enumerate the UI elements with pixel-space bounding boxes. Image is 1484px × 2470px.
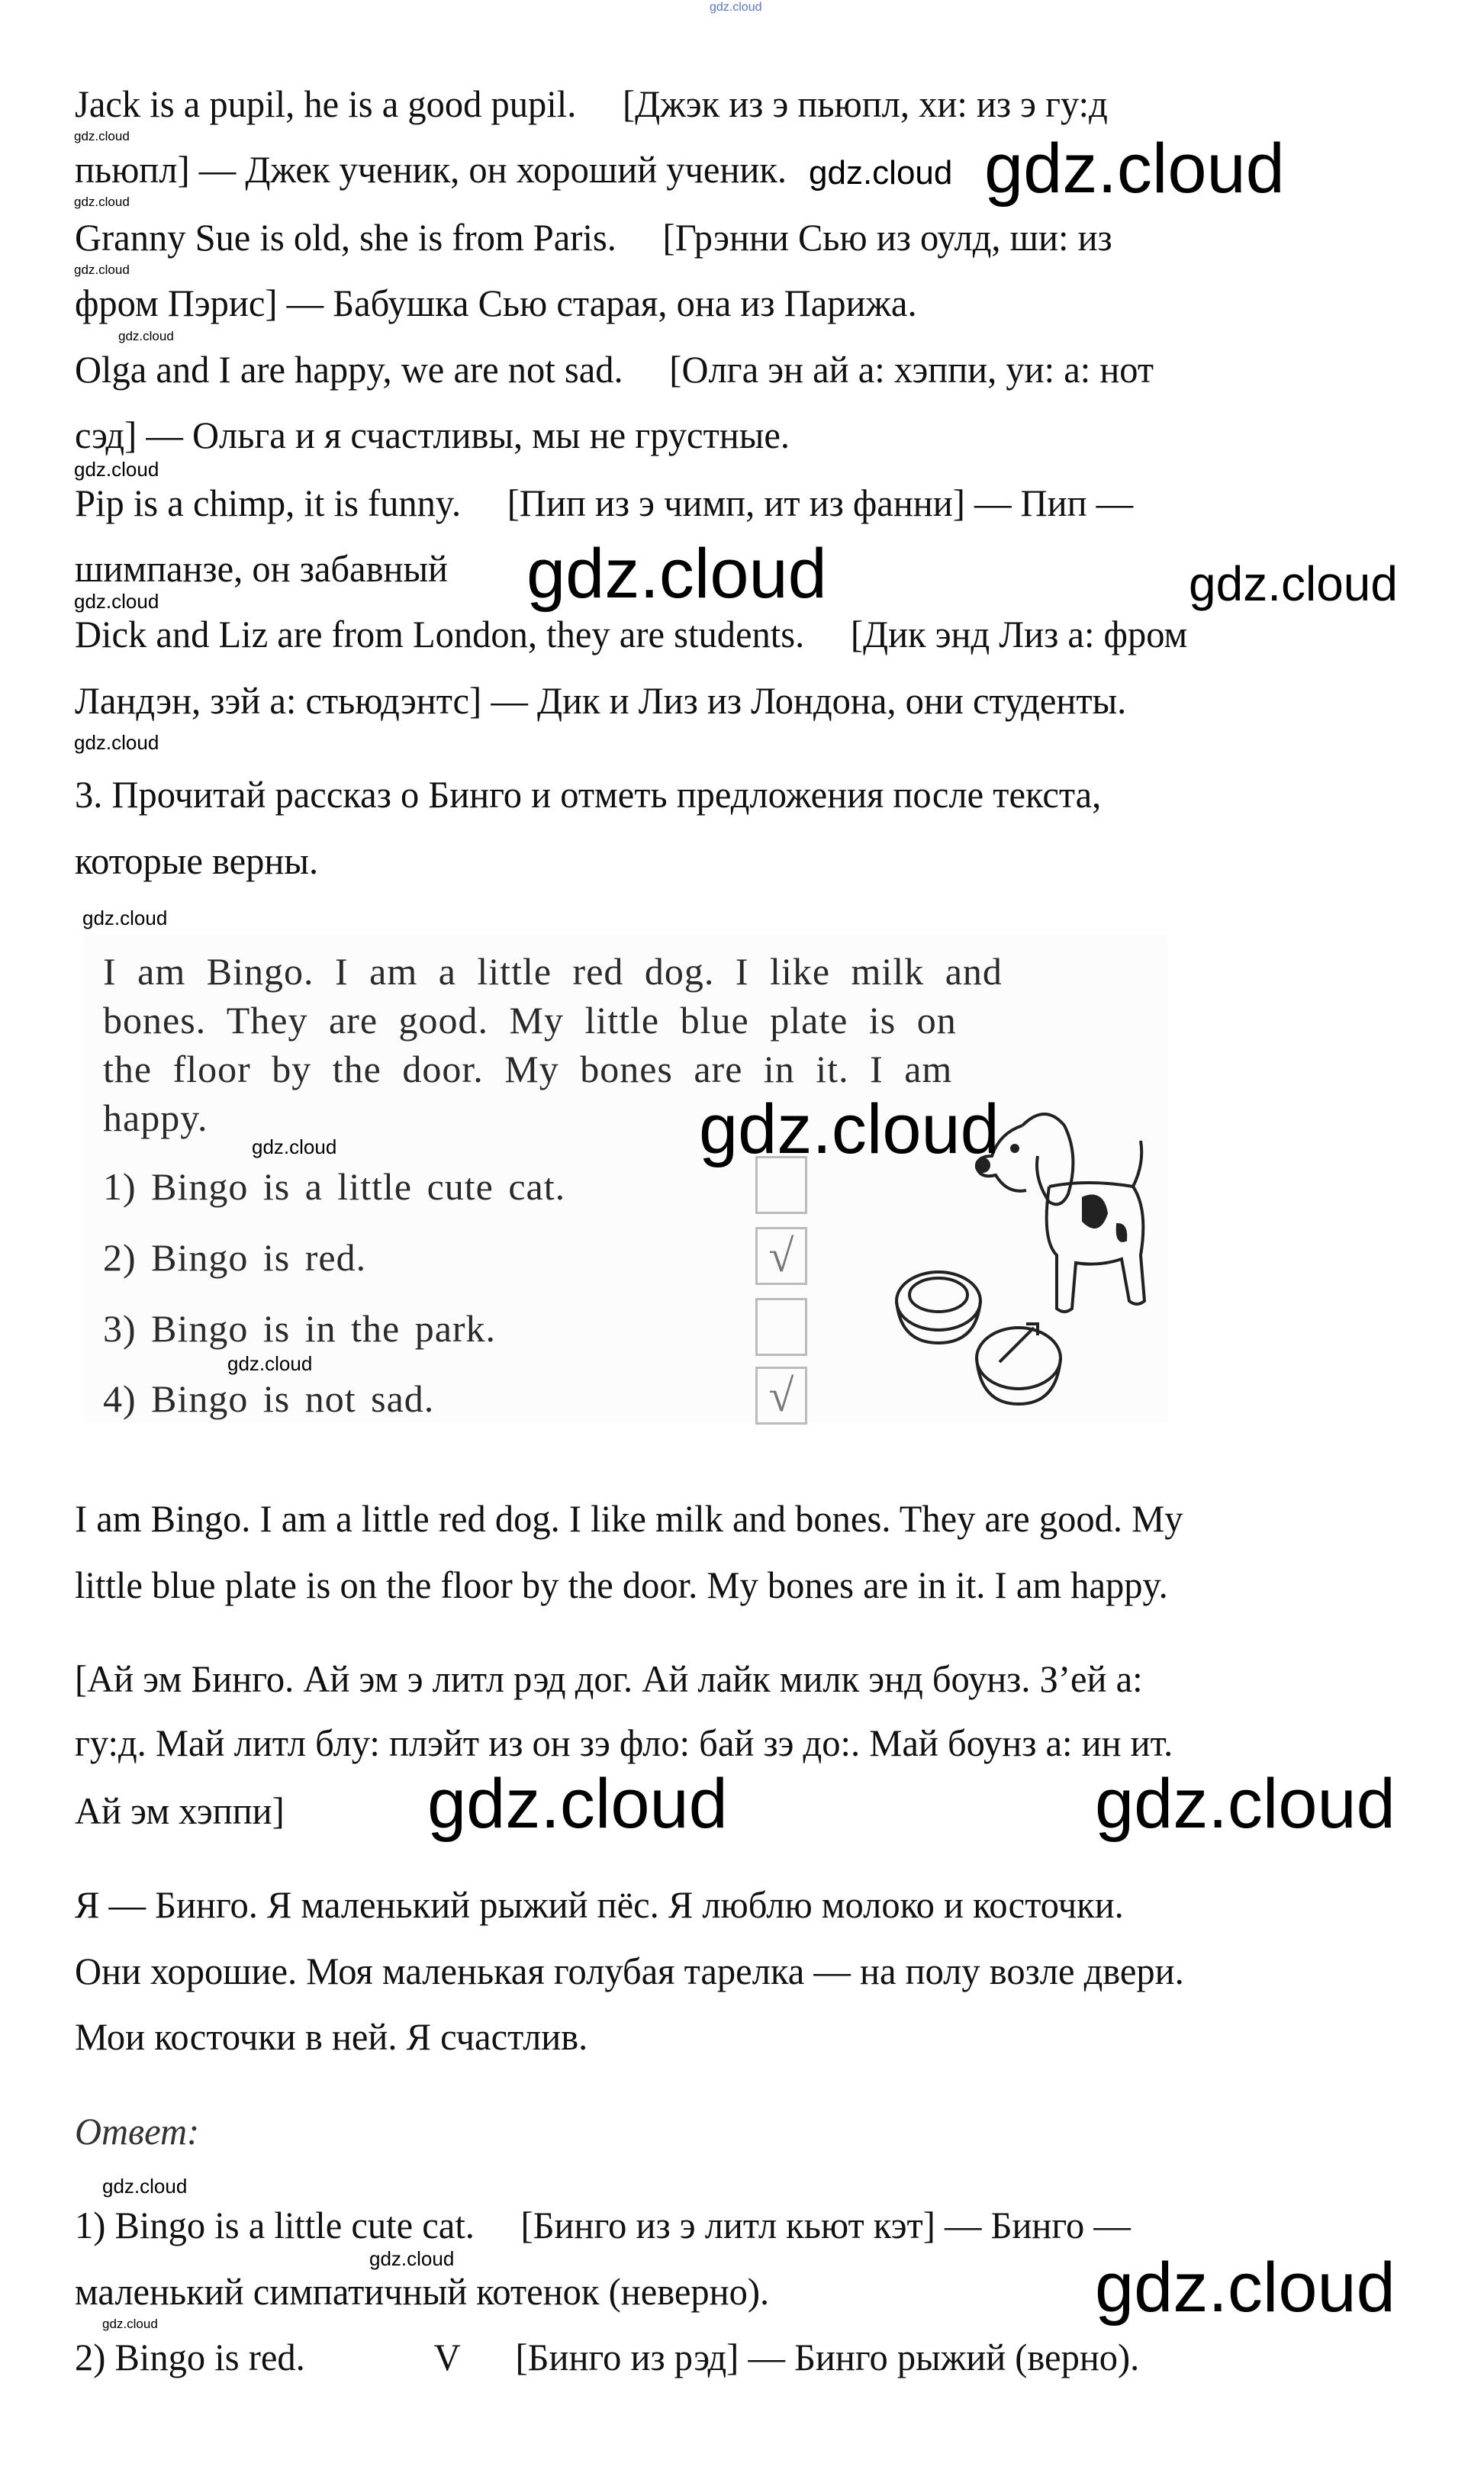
statement: 1) Bingo is a little cute cat. bbox=[103, 1165, 566, 1208]
checkbox-checked: √ bbox=[755, 1367, 807, 1425]
scan-story-line: the floor by the door. My bones are in it. I am bbox=[103, 1048, 953, 1090]
statement: 4) Bingo is not sad. bbox=[103, 1377, 435, 1420]
watermark: gdz.cloud bbox=[1095, 1765, 1395, 1843]
sentence-line: фром Пэрис] — Бабушка Сью старая, она из Парижа. bbox=[75, 282, 917, 324]
story-line: I am Bingo. I am a little red dog. I like milk and bones. They are good. My bbox=[75, 1497, 1183, 1540]
watermark: gdz.cloud bbox=[82, 907, 168, 929]
watermark: gdz.cloud bbox=[74, 262, 130, 277]
story-line: little blue plate is on the floor by the door. My bones are in it. I am happy. bbox=[75, 1563, 1168, 1606]
sentence-line: Dick and Liz are from London, they are students. [Дик энд Лиз а: фром bbox=[75, 613, 1188, 655]
textbook-scan bbox=[84, 935, 1167, 1423]
watermark: gdz.cloud bbox=[74, 195, 130, 209]
watermark: gdz.cloud bbox=[984, 130, 1285, 208]
watermark: gdz.cloud bbox=[1189, 556, 1398, 611]
sentence-line: шимпанзе, он забавный bbox=[75, 547, 448, 590]
task-heading: 3. Прочитай рассказ о Бинго и отметь предложения после текста, bbox=[75, 773, 1102, 816]
sentence-line: Pip is a chimp, it is funny. [Пип из э чимп, ит из фанни] — Пип — bbox=[75, 481, 1134, 524]
watermark: gdz.cloud bbox=[809, 154, 953, 192]
watermark: gdz.cloud bbox=[74, 458, 159, 481]
sentence-line: сэд] — Ольга и я счастливы, мы не грустные. bbox=[75, 414, 790, 456]
sentence-line: Ландэн, зэй а: стьюдэнтс] — Дик и Лиз из Лондона, они студенты. bbox=[75, 679, 1127, 722]
answer-line: 2) Bingo is red. V [Бинго из рэд] — Бинго рыжий (верно). bbox=[75, 2336, 1140, 2378]
food-bowl-icon bbox=[897, 1272, 980, 1343]
scan-story-line: happy. bbox=[103, 1097, 208, 1139]
translation-line: Мои косточки в ней. Я счастлив. bbox=[75, 2015, 588, 2058]
translation-line: Они хорошие. Моя маленькая голубая тарелка — на полу возле двери. bbox=[75, 1950, 1184, 1992]
watermark: gdz.cloud bbox=[102, 2175, 188, 2198]
bone-bowl-icon bbox=[977, 1324, 1061, 1404]
answer-label: Ответ: bbox=[75, 2110, 200, 2153]
transcription-line: Ай эм хэппи] bbox=[75, 1789, 285, 1832]
statement: 3) Bingo is in the park. bbox=[103, 1307, 497, 1350]
sentence-line: Granny Sue is old, she is from Paris. [Грэнни Сью из оулд, ши: из bbox=[75, 216, 1112, 259]
watermark: gdz.cloud bbox=[74, 590, 159, 613]
watermark: gdz.cloud bbox=[102, 2317, 158, 2331]
watermark: gdz.cloud bbox=[74, 129, 130, 143]
statement: 2) Bingo is red. bbox=[103, 1236, 367, 1279]
sentence-line: Jack is a pupil, he is a good pupil. [Джэк из э пьюпл, хи: из э гу:д bbox=[75, 82, 1108, 125]
translation-line: Я — Бинго. Я маленький рыжий пёс. Я люблю молоко и косточки. bbox=[75, 1883, 1124, 1926]
checkbox-checked: √ bbox=[755, 1227, 807, 1285]
answer-line: маленький симпатичный котенок (неверно). bbox=[75, 2270, 770, 2313]
watermark: gdz.cloud bbox=[118, 329, 174, 343]
watermark: gdz.cloud bbox=[699, 1090, 1000, 1168]
watermark: gdz.cloud bbox=[74, 731, 159, 754]
transcription-line: гу:д. Май литл блу: плэйт из он зэ фло: бай зэ до:. Май боунз а: ин ит. bbox=[75, 1721, 1173, 1764]
sentence-line: пьюпл] — Джек ученик, он хороший ученик. bbox=[75, 148, 787, 191]
watermark: gdz.cloud bbox=[427, 1765, 728, 1843]
scan-story-line: I am Bingo. I am a little red dog. I like milk and bbox=[103, 950, 1003, 993]
watermark: gdz.cloud bbox=[526, 535, 827, 613]
answer-line: 1) Bingo is a little cute cat. [Бинго из э литл кьют кэт] — Бинго — bbox=[75, 2204, 1131, 2246]
checkbox bbox=[755, 1298, 807, 1356]
watermark: gdz.cloud bbox=[710, 1, 762, 14]
scan-story-line: bones. They are good. My little blue plate is on bbox=[103, 999, 957, 1042]
watermark: gdz.cloud bbox=[1095, 2249, 1395, 2327]
transcription-line: [Ай эм Бинго. Ай эм э литл рэд дог. Ай лайк милк энд боунз. З’ей а: bbox=[75, 1657, 1143, 1700]
watermark: gdz.cloud bbox=[227, 1352, 313, 1375]
dog-icon bbox=[977, 1114, 1144, 1312]
sentence-line: Olga and I are happy, we are not sad. [Олга эн ай а: хэппи, уи: а: нот bbox=[75, 348, 1154, 391]
watermark: gdz.cloud bbox=[252, 1135, 337, 1158]
task-heading: которые верны. bbox=[75, 839, 319, 882]
watermark: gdz.cloud bbox=[369, 2247, 455, 2270]
